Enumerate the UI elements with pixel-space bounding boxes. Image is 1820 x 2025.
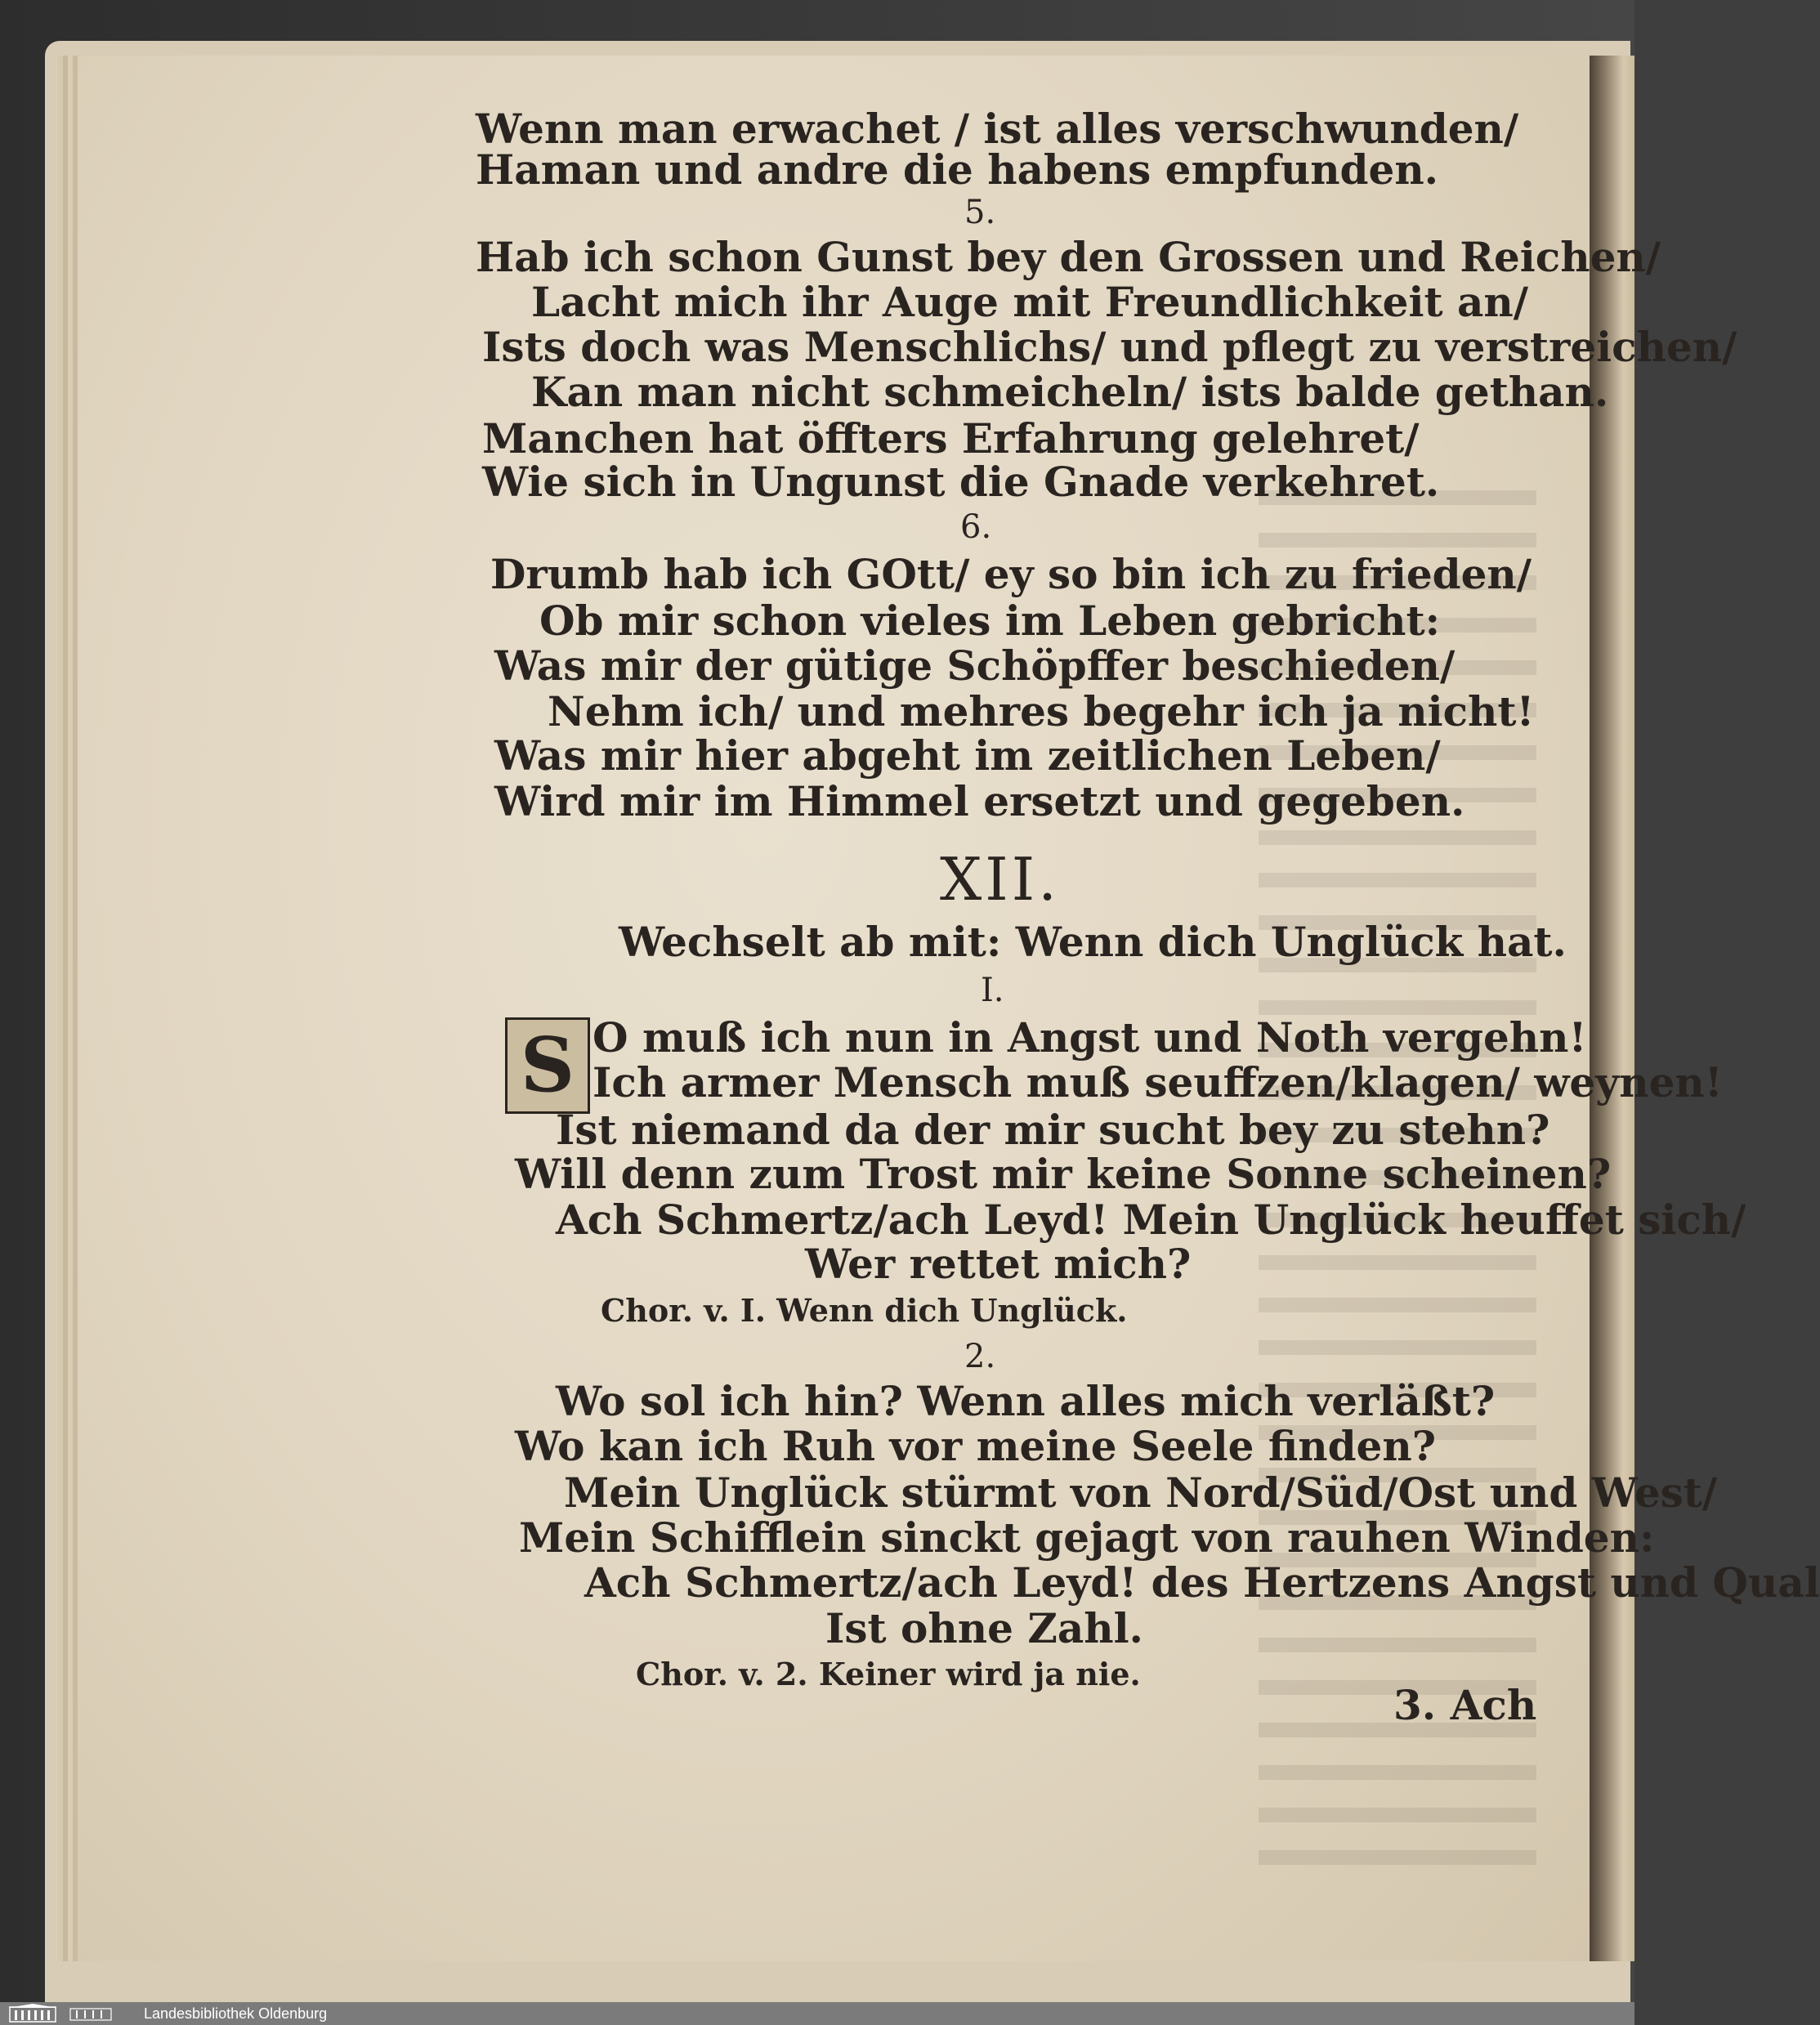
verse-line: Ob mir schon vieles im Leben gebricht:	[539, 597, 1441, 645]
verse-line: Wie sich in Ungunst die Gnade verkehret.	[482, 458, 1440, 506]
verse-line: Wenn man erwachet / ist alles verschwunden/	[476, 105, 1519, 153]
verse-line: Was mir hier abgeht im zeitlichen Leben/	[494, 731, 1441, 780]
verse-line: Ist niemand da der mir sucht bey zu stehn?	[556, 1106, 1550, 1154]
verse-line: Wo kan ich Ruh vor meine Seele finden?	[515, 1422, 1437, 1470]
verse-line: Mein Schifflein sinckt gejagt von rauhen Winden:	[519, 1513, 1655, 1562]
verse-line: Hab ich schon Gunst bey den Grossen und Reichen/	[476, 233, 1661, 281]
verse-line: Ist ohne Zahl.	[825, 1604, 1143, 1652]
verse-line: Wird mir im Himmel ersetzt und gegeben.	[494, 777, 1465, 825]
verse-line: Wer rettet mich?	[805, 1240, 1192, 1288]
stanza-number: I.	[981, 972, 1004, 1009]
library-logo-icon	[5, 2004, 127, 2023]
catchword: 3. Ach	[1393, 1681, 1537, 1729]
verse-line: Ists doch was Menschlichs/ und pflegt zu verstreichen/	[482, 323, 1737, 371]
chorus-note: Chor. v. I. Wenn dich Unglück.	[601, 1292, 1128, 1329]
library-name: Landesbibliothek Oldenburg	[144, 2005, 328, 2022]
verse-line: Ach Schmertz/ach Leyd! Mein Unglück heuffet sich/	[556, 1196, 1746, 1244]
verse-line: Drumb hab ich GOtt/ ey so bin ich zu frieden/	[490, 550, 1532, 598]
verse-line: O muß ich nun in Angst und Noth vergehn!	[593, 1013, 1587, 1062]
verse-line: Nehm ich/ und mehres begehr ich ja nicht!	[548, 687, 1535, 735]
verse-line: Manchen hat öffters Erfahrung gelehret/	[482, 414, 1420, 463]
chorus-note: Chor. v. 2. Keiner wird ja nie.	[636, 1656, 1141, 1692]
verse-line: Lacht mich ihr Auge mit Freundlichkeit an/	[531, 278, 1528, 326]
section-heading: Wechselt ab mit: Wenn dich Unglück hat.	[619, 918, 1567, 966]
section-number: XII.	[940, 845, 1061, 914]
verse-line: Kan man nicht schmeicheln/ ists balde gethan.	[531, 368, 1609, 416]
decorated-initial: S	[505, 1017, 590, 1114]
verse-line: Mein Unglück stürmt von Nord/Süd/Ost und West/	[564, 1468, 1718, 1517]
stanza-number: 5.	[964, 194, 996, 231]
verse-line: Was mir der gütige Schöpffer beschieden/	[494, 641, 1456, 690]
verse-line: Will denn zum Trost mir keine Sonne scheinen?	[515, 1150, 1612, 1198]
stanza-number: 6.	[960, 508, 992, 546]
verse-line: Wo sol ich hin? Wenn alles mich verläßt?	[556, 1377, 1496, 1425]
stanza-number: 2.	[964, 1338, 996, 1375]
verse-line: Haman und andre die habens empfunden.	[476, 145, 1439, 194]
verse-line: Ich armer Mensch muß seuffzen/klagen/ weynen!	[593, 1058, 1723, 1106]
verse-line: Ach Schmertz/ach Leyd! des Hertzens Angst und Qual	[584, 1558, 1820, 1607]
